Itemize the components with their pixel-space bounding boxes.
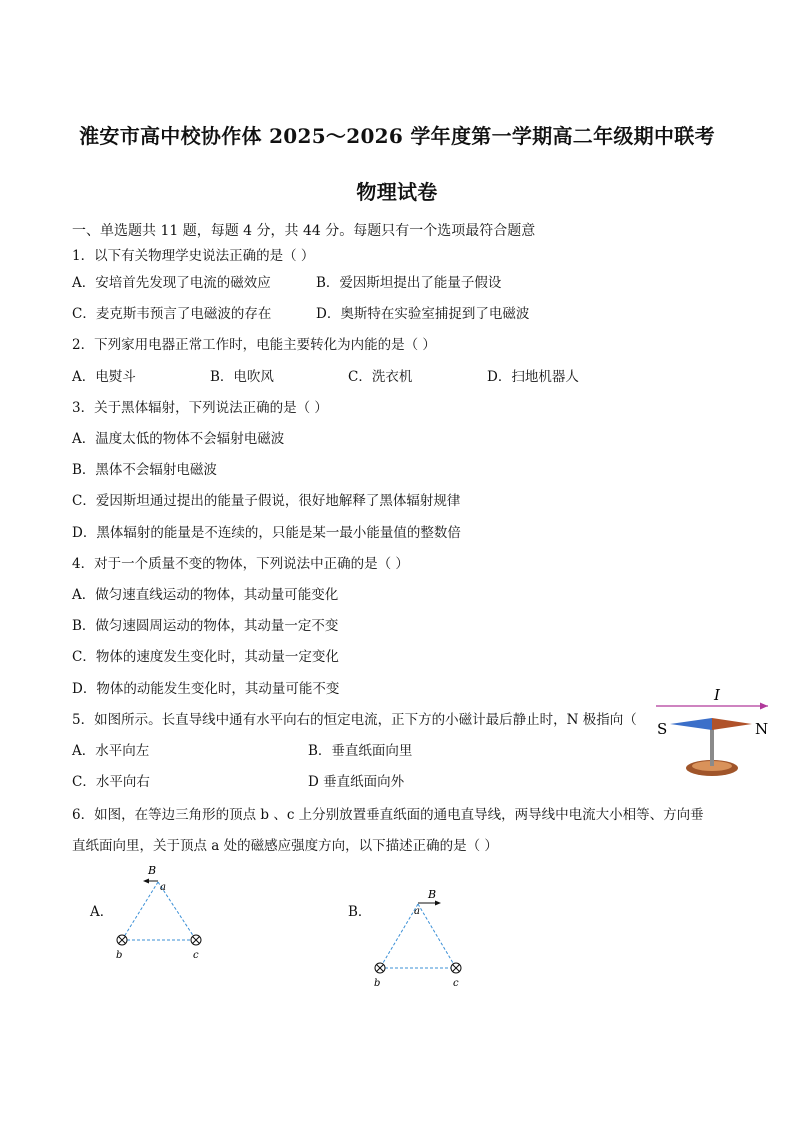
compass-needle-south — [670, 718, 712, 730]
svg-text:c: c — [453, 978, 459, 989]
exam-title: 淮安市高中校协作体 2025～2026 学年度第一学期高二年级期中联考 — [79, 124, 715, 148]
compass-north-label: N — [755, 720, 769, 738]
question-6-stem-line-2: 直纸面向里，关于顶点 a 处的磁感应强度方向，以下描述正确的是（ ） — [72, 838, 498, 854]
question-6-option-b: B． — [348, 904, 372, 920]
wire-b-into-page-icon — [117, 935, 127, 945]
wire-c-into-page-icon — [451, 963, 461, 973]
exam-subtitle: 物理试卷 — [356, 180, 438, 204]
question-4-option-a: A．做匀速直线运动的物体，其动量可能变化 — [72, 587, 339, 603]
question-6-stem-line-1: 6．如图，在等边三角形的顶点 b 、c 上分别放置垂直纸面的通电直导线，两导线中电流大小相等、方向垂 — [72, 807, 704, 823]
question-6-option-a: A． — [90, 904, 114, 920]
question-2-option-a: A．电熨斗 — [72, 369, 136, 385]
question-2-stem: 2．下列家用电器正常工作时，电能主要转化为内能的是（ ） — [72, 337, 436, 353]
field-arrow-icon — [143, 879, 149, 884]
compass-needle-north — [712, 718, 752, 730]
current-label: I — [714, 686, 720, 704]
svg-text:c: c — [193, 950, 199, 961]
triangle-figure-a — [108, 862, 208, 962]
section-heading: 一、单选题共 11 题，每题 4 分，共 44 分。每题只有一个选项最符合题意 — [72, 223, 536, 239]
question-1-option-b: B．爱因斯坦提出了能量子假设 — [316, 275, 502, 291]
svg-text:b: b — [374, 978, 381, 989]
question-5-option-b: B．垂直纸面向里 — [308, 743, 413, 759]
question-3-option-c: C．爱因斯坦通过提出的能量子假说，很好地解释了黑体辐射规律 — [72, 493, 461, 509]
question-1-stem: 1．以下有关物理学史说法正确的是（ ） — [72, 248, 315, 264]
question-5-option-c: C．水平向右 — [72, 774, 150, 790]
triangle-figure-b — [366, 886, 476, 990]
svg-text:a: a — [160, 882, 166, 893]
question-4-option-c: C．物体的速度发生变化时，其动量一定变化 — [72, 649, 339, 665]
svg-text:a: a — [414, 906, 420, 917]
question-5-stem: 5．如图所示。长直导线中通有水平向右的恒定电流，正下方的小磁计最后静止时，N 极指向（ — [72, 712, 637, 728]
question-1-option-c: C．麦克斯韦预言了电磁波的存在 — [72, 306, 272, 322]
compass-figure — [648, 684, 776, 780]
question-2-option-b: B．电吹风 — [210, 369, 274, 385]
question-3-option-b: B．黑体不会辐射电磁波 — [72, 462, 217, 478]
question-5-option-d: D 垂直纸面向外 — [308, 774, 405, 790]
question-2-option-d: D．扫地机器人 — [487, 369, 579, 385]
question-4-option-d: D．物体的动能发生变化时，其动量可能不变 — [72, 681, 340, 697]
wire-c-into-page-icon — [191, 935, 201, 945]
question-2-option-c: C．洗衣机 — [348, 369, 413, 385]
question-3-option-d: D．黑体辐射的能量是不连续的，只能是某一最小能量值的整数倍 — [72, 525, 461, 541]
question-4-option-b: B．做匀速圆周运动的物体，其动量一定不变 — [72, 618, 339, 634]
question-3-stem: 3．关于黑体辐射，下列说法正确的是（ ） — [72, 400, 328, 416]
compass-pivot — [710, 724, 714, 766]
svg-text:b: b — [116, 950, 123, 961]
field-arrow-icon — [435, 901, 441, 906]
wire-b-into-page-icon — [375, 963, 385, 973]
question-4-stem: 4．对于一个质量不变的物体，下列说法中正确的是（ ） — [72, 556, 409, 572]
svg-text:B: B — [428, 888, 437, 901]
question-1-option-a: A．安培首先发现了电流的磁效应 — [72, 275, 271, 291]
compass-south-label: S — [657, 720, 668, 738]
question-1-option-d: D．奥斯特在实验室捕捉到了电磁波 — [316, 306, 530, 322]
svg-text:B: B — [148, 864, 157, 877]
current-arrow-icon — [760, 703, 768, 710]
question-3-option-a: A．温度太低的物体不会辐射电磁波 — [72, 431, 285, 447]
question-5-option-a: A．水平向左 — [72, 743, 150, 759]
